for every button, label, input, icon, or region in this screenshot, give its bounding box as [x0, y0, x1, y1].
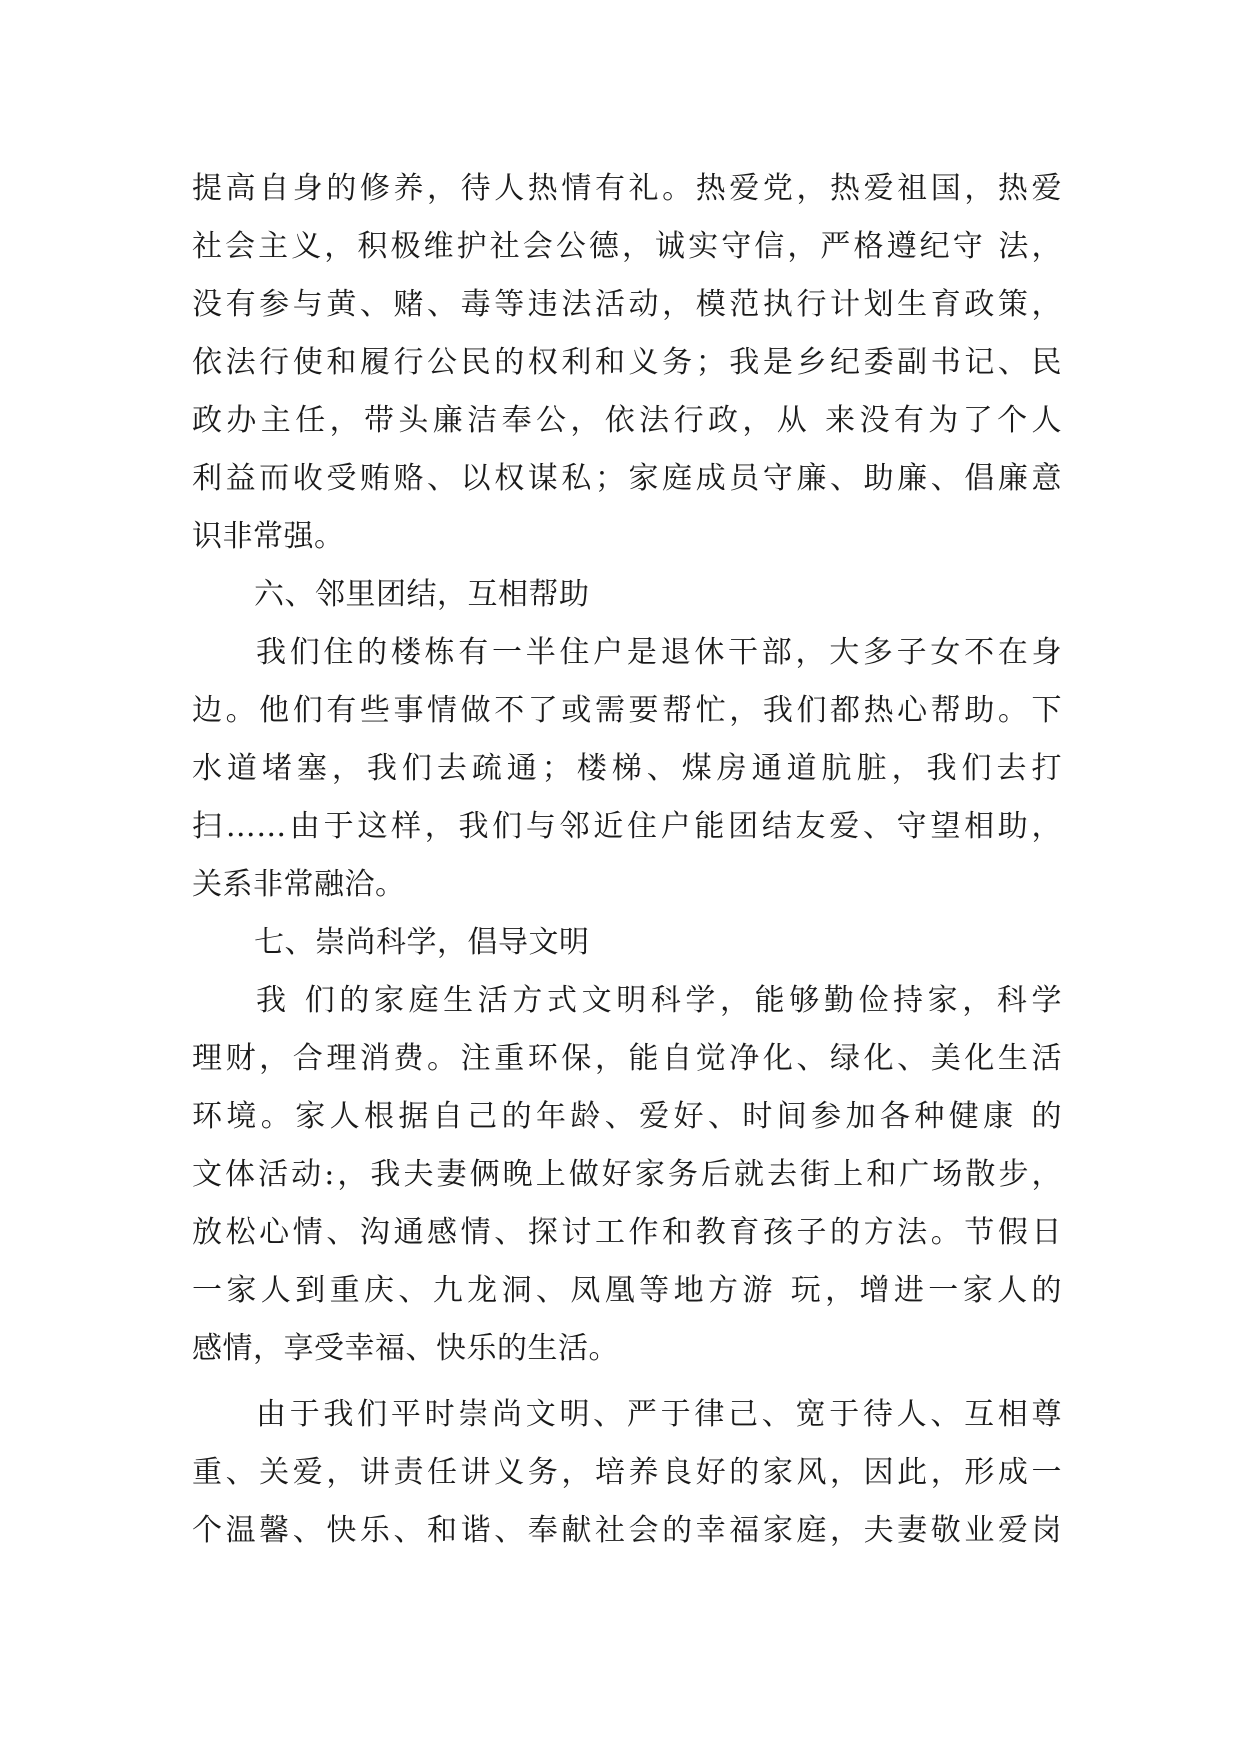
text-line: 感情，享受幸福、快乐的生活。 — [192, 1331, 619, 1366]
text-line: 边。他们有些事情做不了或需要帮忙，我们都热心帮助。下 — [192, 693, 1062, 728]
text-line: 利益而收受贿赂、以权谋私；家庭成员守廉、助廉、倡廉意 — [192, 461, 1062, 496]
text-line: 个温馨、快乐、和谐、奉献社会的幸福家庭，夫妻敬业爱岗 — [192, 1513, 1062, 1548]
text-line: 文体活动:，我夫妻俩晚上做好家务后就去街上和广场散步， — [192, 1157, 1062, 1192]
text-line: 水道堵塞，我们去疏通；楼梯、煤房通道肮脏，我们去打 — [192, 751, 1062, 786]
text-line: 扫……由于这样，我们与邻近住户能团结友爱、守望相助， — [192, 809, 1062, 844]
paragraph — [192, 972, 1062, 1378]
text-line: 提高自身的修养，待人热情有礼。热爱党，热爱祖国，热爱 — [192, 171, 1062, 206]
text-line: 依法行使和履行公民的权利和义务；我是乡纪委副书记、民 — [192, 345, 1062, 380]
text-line: 识非常强。 — [192, 519, 345, 554]
section-heading: 六、邻里团结，互相帮助 — [254, 577, 590, 612]
paragraph — [192, 1386, 1062, 1560]
paragraph — [192, 160, 1062, 566]
text-line: 社会主义，积极维护社会公德，诚实守信，严格遵纪守 法， — [192, 229, 1062, 264]
section-heading: 七、崇尚科学，倡导文明 — [254, 925, 590, 960]
document-body — [192, 160, 1062, 1560]
paragraph-gap — [192, 1378, 1062, 1386]
text-line: 环境。家人根据自己的年龄、爱好、时间参加各种健康 的 — [192, 1099, 1062, 1134]
text-line: 我 们的家庭生活方式文明科学，能够勤俭持家，科学 — [256, 983, 1062, 1018]
text-line: 没有参与黄、赌、毒等违法活动，模范执行计划生育政策， — [192, 287, 1062, 322]
text-line: 政办主任，带头廉洁奉公，依法行政，从 来没有为了个人 — [192, 403, 1062, 438]
text-line: 关系非常融洽。 — [192, 867, 406, 902]
text-line: 我们住的楼栋有一半住户是退休干部，大多子女不在身 — [256, 635, 1062, 670]
text-line: 重、关爱，讲责任讲义务，培养良好的家风，因此，形成一 — [192, 1455, 1062, 1490]
paragraph — [192, 624, 1062, 914]
text-line: 由于我们平时崇尚文明、严于律己、宽于待人、互相尊 — [256, 1397, 1062, 1432]
text-line: 理财，合理消费。注重环保，能自觉净化、绿化、美化生活 — [192, 1041, 1062, 1076]
text-line: 一家人到重庆、九龙洞、凤凰等地方游 玩，增进一家人的 — [192, 1273, 1062, 1308]
text-line: 放松心情、沟通感情、探讨工作和教育孩子的方法。节假日 — [192, 1215, 1062, 1250]
